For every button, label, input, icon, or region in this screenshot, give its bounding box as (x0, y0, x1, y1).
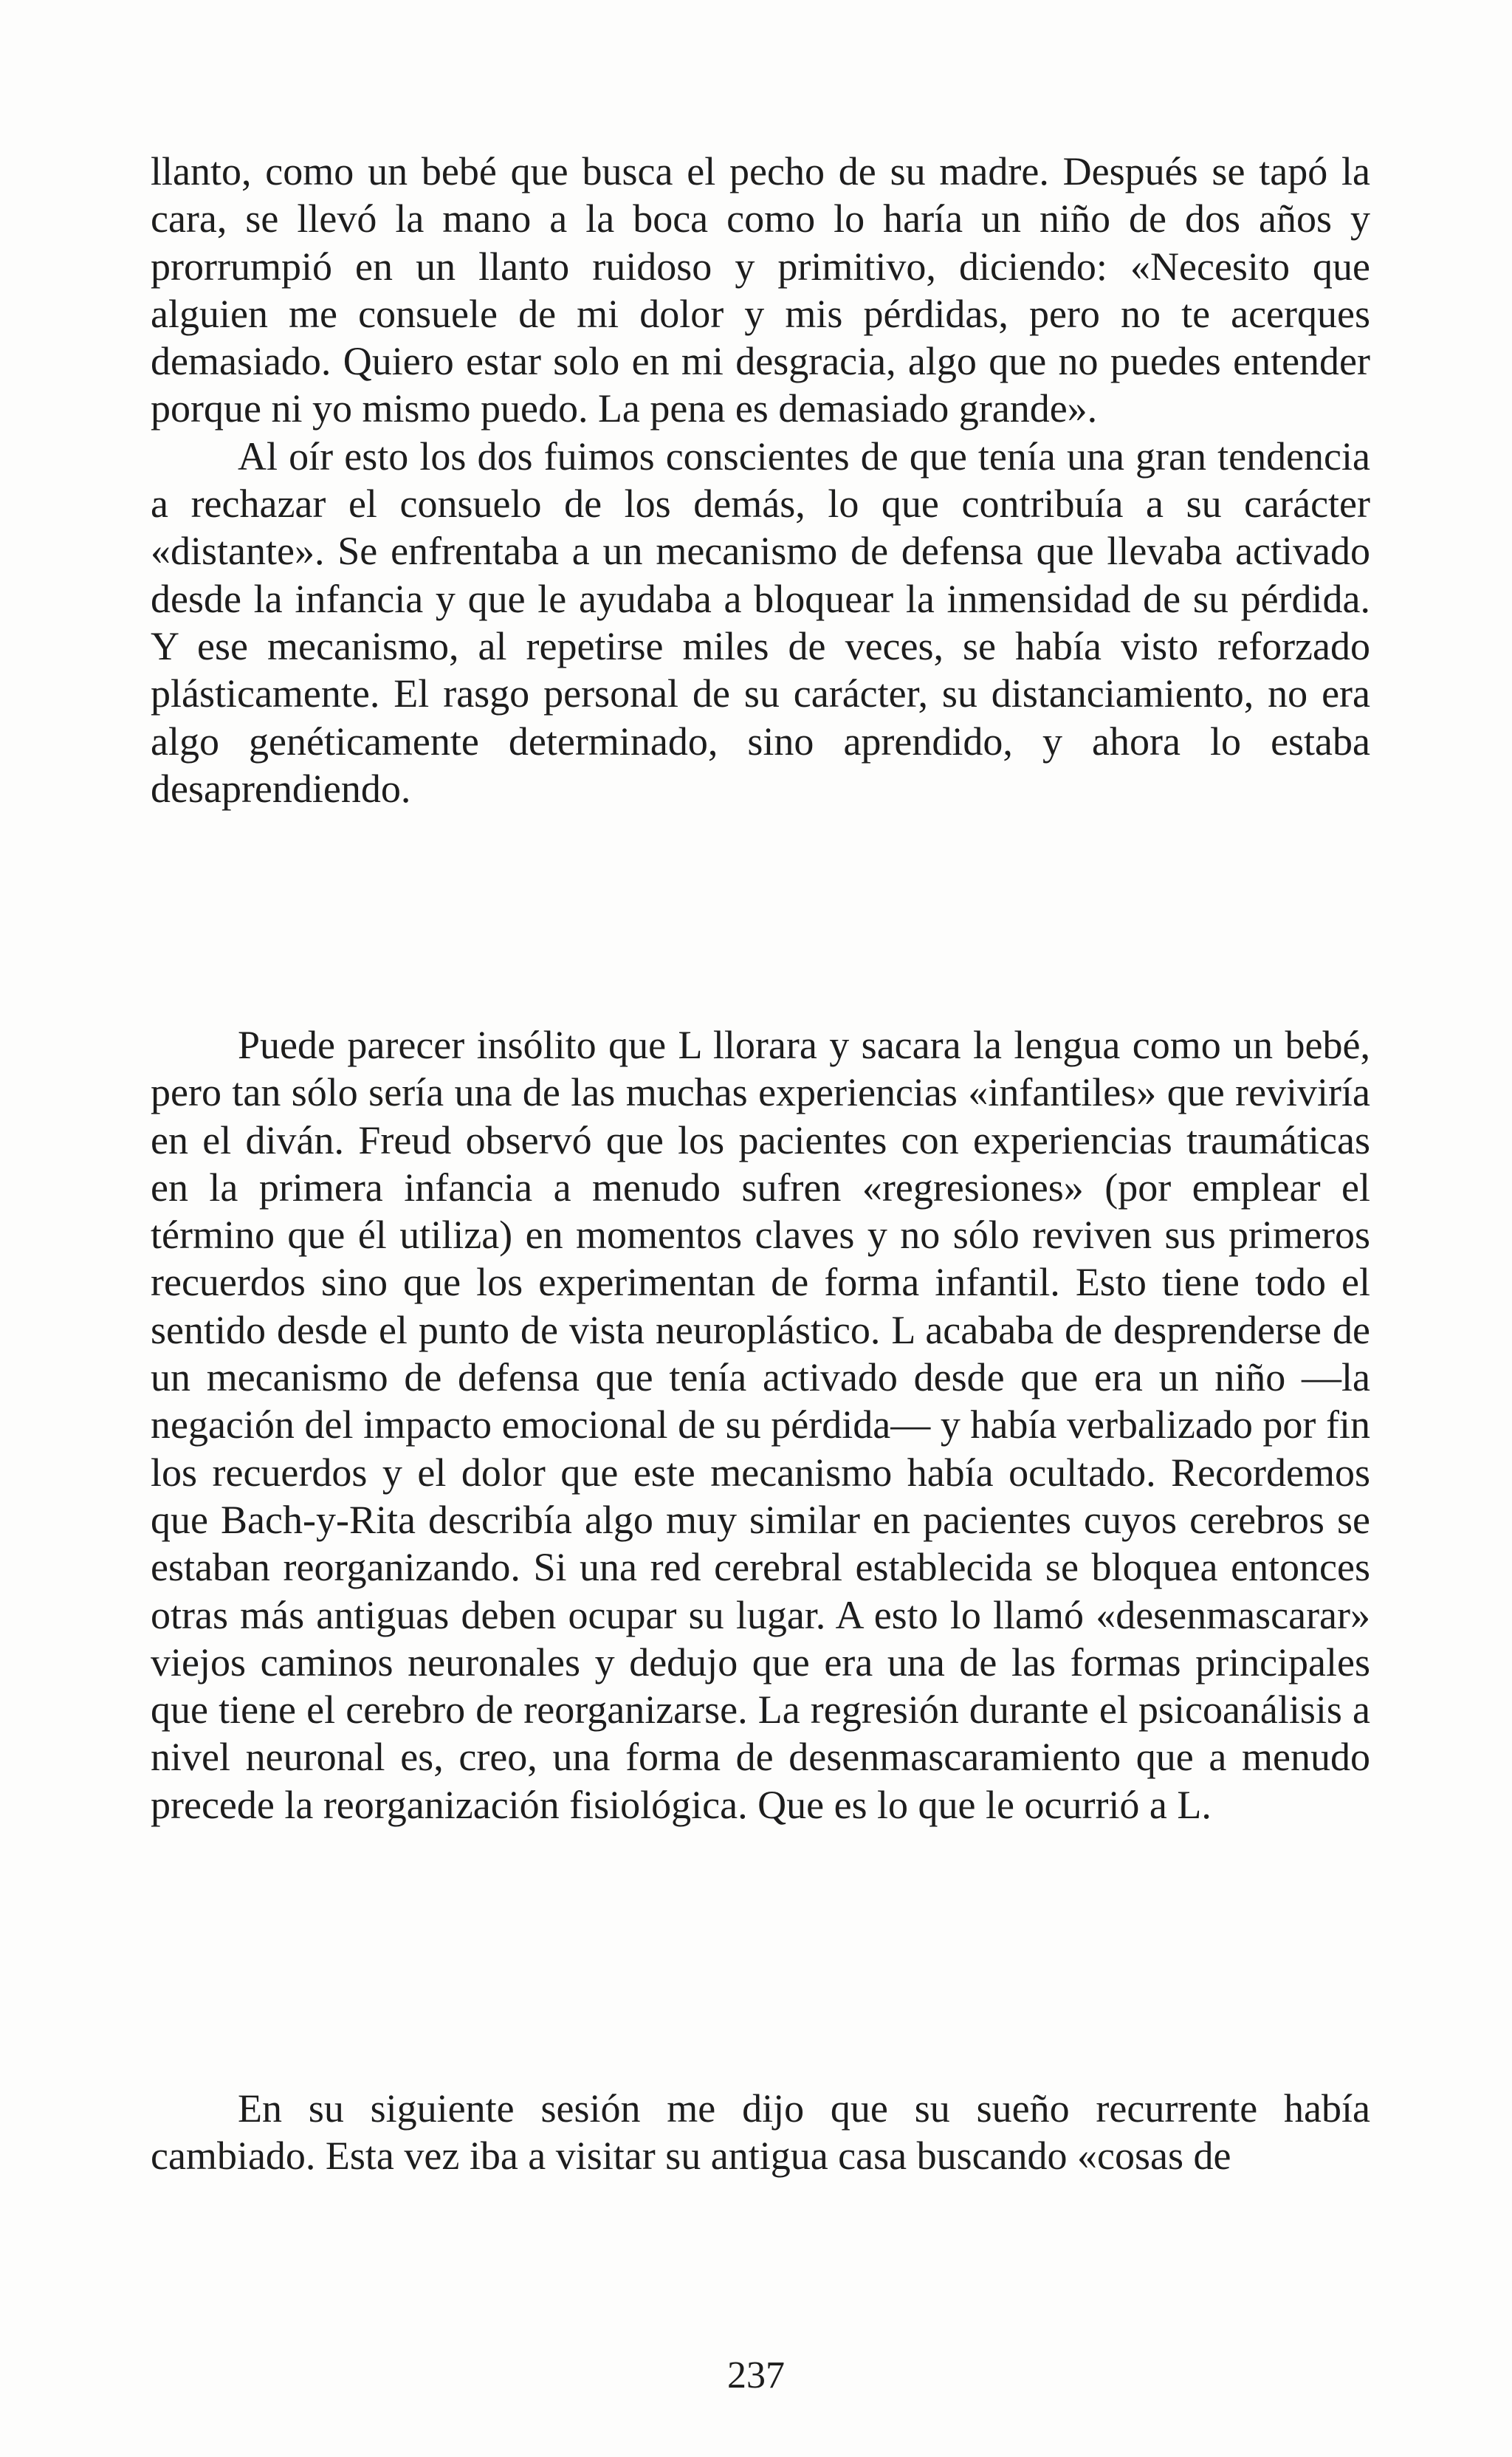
page-number: 237 (727, 2354, 785, 2396)
paragraph-next-session: En su siguiente sesión me dijo que su sueño recurrente había cambiado. Esta vez iba a visitar su antigua casa buscando «cosas de (151, 2086, 1370, 2179)
paragraph-defense-mechanism: Al oír esto los dos fuimos conscientes de que tenía una gran tendencia a rechazar el consuelo de los demás, lo que contribuía a su carácter «distante». Se enfrentaba a un mecanismo de defensa que llevaba activado desde la infancia y que le ayudaba a bloquear la inmensidad de su pérdida. Y ese mecanismo, al repetirse miles de veces, se había visto reforzado plásticamente. El rasgo personal de su carácter, su distanciamiento, no era algo genéticamente determinado, sino aprendido, y ahora lo estaba desaprendiendo. (151, 434, 1370, 811)
paragraph-continuation: llanto, como un bebé que busca el pecho de su madre. Después se tapó la cara, se llevó la mano a la boca como lo haría un niño de dos años y prorrumpió en un llanto ruidoso y primitivo, diciendo: «Necesito que alguien me consuele de mi dolor y mis pérdidas, pero no te acerques demasiado. Quiero estar solo en mi desgracia, algo que no puedes entender porque ni yo mismo puedo. La pena es demasiado grande». (151, 149, 1370, 431)
text-block-top (151, 148, 1370, 812)
paragraph-regression: Puede parecer insólito que L llorara y sacara la lengua como un bebé, pero tan sólo sería una de las muchas experiencias «infantiles» que reviviría en el diván. Freud observó que los pacientes con experiencias traumáticas en la primera infancia a menudo sufren «regresiones» (por emplear el término que él utiliza) en momentos claves y no sólo reviven sus primeros recuerdos sino que los experimentan de forma infantil. Esto tiene todo el sentido desde el punto de vista neuroplástico. L acababa de desprenderse de un mecanismo de defensa que tenía activado desde que era un niño —la negación del impacto emocional de su pérdida— y había verbalizado por fin los recuerdos y el dolor que este mecanismo había ocultado. Recordemos que Bach-y-Rita describía algo muy similar en pacientes cuyos cerebros se estaban reorganizando. Si una red cerebral establecida se bloquea entonces otras más antiguas deben ocupar su lugar. A esto lo llamó «desenmascarar» viejos caminos neuronales y dedujo que era una de las formas principales que tiene el cerebro de reorganizarse. La regresión durante el psicoanálisis a nivel neuronal es, creo, una forma de desenmascaramiento que a menudo precede la reorganización fisiológica. Que es lo que le ocurrió a L. (151, 1023, 1370, 1827)
text-block-bottom (151, 2085, 1370, 2180)
text-block-middle (151, 1021, 1370, 1829)
